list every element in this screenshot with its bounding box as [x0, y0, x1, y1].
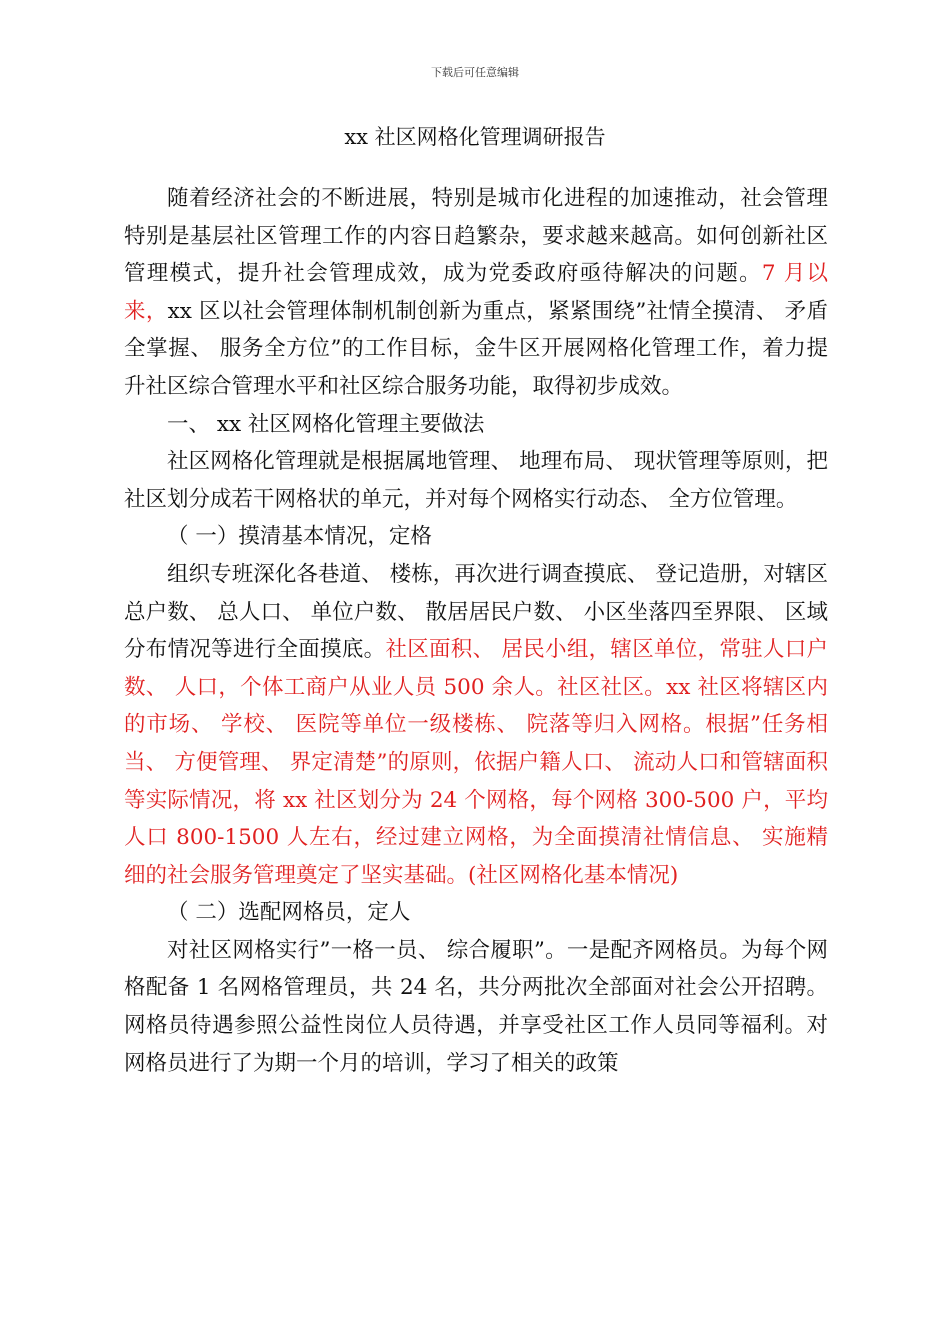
paragraph-grid-staff: 对社区网格实行”一格一员、 综合履职”。一是配齐网格员。为每个网格配备 1 名网格管理员，共 24 名，共分两批次全部面对社会公开招聘。网格员待遇参照公益性岗位人员待遇，并享受社区工作人员同等福利。对网格员进行了为期一个月的培训，学习了相关的政策	[124, 937, 828, 1076]
paragraph-definition: 社区网格化管理就是根据属地管理、 地理布局、 现状管理等原则，把社区划分成若干网格状的单元，并对每个网格实行动态、 全方位管理。	[124, 449, 828, 512]
paragraph-intro	[124, 180, 828, 406]
intro-highlight: 7 月以来，	[124, 261, 828, 324]
subsection-heading-1: （ 一）摸清基本情况，定格	[167, 524, 432, 550]
section-heading-1: 一、 xx 社区网格化管理主要做法	[167, 411, 485, 437]
grid-basics-text: 组织专班深化各巷道、 楼栋，再次进行调查摸底、 登记造册，对辖区总户数、 总人口、 单位户数、 散居居民户数、 小区坐落四至界限、 区域分布情况等进行全面摸底。	[124, 561, 828, 663]
header-note: 下载后可任意编辑	[431, 66, 519, 79]
subsection-heading-2: （ 二）选配网格员，定人	[167, 900, 411, 926]
intro-text-continued: xx 区以社会管理体制机制创新为重点，紧紧围绕”社情全摸清、 矛盾全掌握、 服务全方位”的工作目标，金牛区开展网格化管理工作，着力提升社区综合管理水平和社区综合服务功能，取得初步成效。	[124, 298, 828, 399]
document-body	[124, 180, 828, 1082]
paragraph-grid-basics	[124, 556, 828, 894]
grid-basics-highlight: 社区面积、 居民小组，辖区单位，常驻人口户数、 人口，个体工商户从业人员 500 余人。社区社区。xx 社区将辖区内的市场、 学校、 医院等单位一级楼栋、 院落等归入网格。根据”任务相当、 方便管理、 界定清楚”的原则，依据户籍人口、 流动人口和管辖面积等实际情况，将 xx 社区划分为 24 个网格，每个网格 300-500 户，平均人口 800-1500 人左右，经过建立网格，为全面摸清社情信息、 实施精细的社会服务管理奠定了坚实基础。(社区网格化基本情况)	[124, 637, 828, 888]
intro-text: 随着经济社会的不断进展，特别是城市化进程的加速推动，社会管理特别是基层社区管理工作的内容日趋繁杂，要求越来越高。如何创新社区管理模式，提升社会管理成效，成为党委政府亟待解决的问题。	[124, 186, 828, 287]
document-title: xx 社区网格化管理调研报告	[344, 125, 606, 149]
